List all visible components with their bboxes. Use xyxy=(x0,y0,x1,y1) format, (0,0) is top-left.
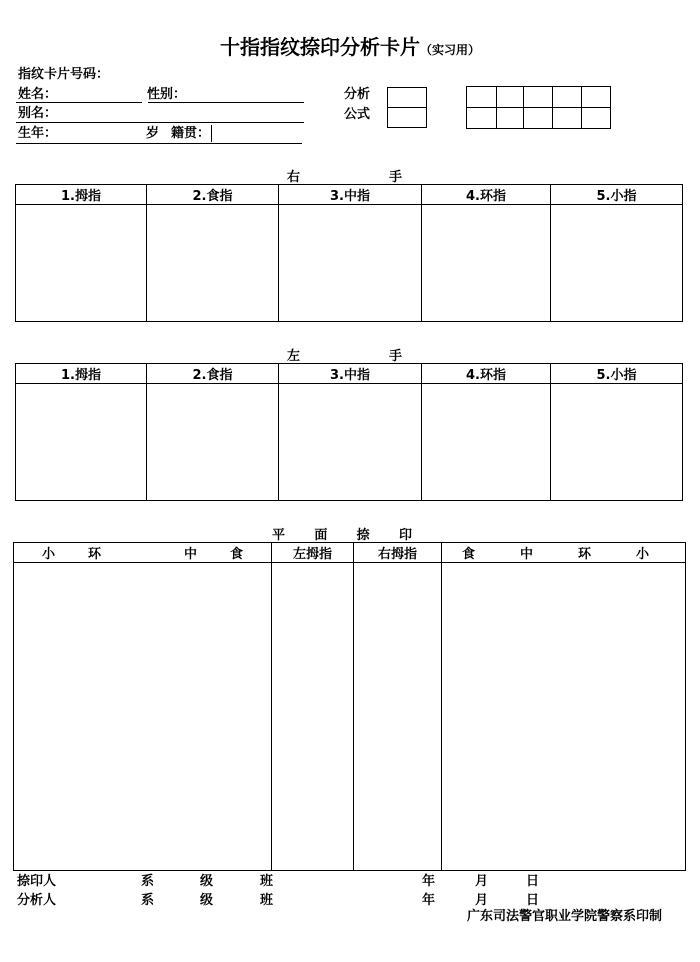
alias-underline xyxy=(16,122,304,123)
right-hand-label-1: 右 xyxy=(287,170,301,185)
left-four-fingers-header xyxy=(14,543,272,563)
day-label: 日 xyxy=(526,893,540,908)
grade-label: 级 xyxy=(200,893,214,908)
right-four-print-box[interactable] xyxy=(442,563,686,871)
analysis-label-1: 分析 xyxy=(344,87,371,102)
right-four-label: 食 xyxy=(462,547,476,562)
month-label: 月 xyxy=(475,874,489,889)
right-thumb-header: 右拇指 xyxy=(354,543,442,563)
left-finger-header: 3.中指 xyxy=(279,364,422,384)
left-four-label: 小 xyxy=(42,547,56,562)
fingerprinter-label: 捺印人 xyxy=(17,874,57,889)
right-four-label: 小 xyxy=(635,547,649,562)
right-finger-header: 1.拇指 xyxy=(16,185,147,205)
class-label: 班 xyxy=(260,874,274,889)
right-thumb-flat-print-box[interactable] xyxy=(354,563,442,871)
native-place-field[interactable]: 籍贯： xyxy=(171,126,211,141)
formula-cell[interactable] xyxy=(388,88,427,108)
formula-grid-cell[interactable] xyxy=(467,87,497,108)
left-ring-print-box[interactable] xyxy=(422,384,551,501)
right-four-fingers-header xyxy=(442,543,686,563)
printer-credit: 广东司法警官职业学院警察系印制 xyxy=(467,909,663,924)
birth-underline xyxy=(16,143,302,144)
flat-label-char: 面 xyxy=(314,528,328,543)
left-thumb-header: 左拇指 xyxy=(272,543,354,563)
left-finger-header: 1.拇指 xyxy=(16,364,147,384)
left-little-print-box[interactable] xyxy=(551,384,683,501)
year-label: 年 xyxy=(422,893,436,908)
right-middle-print-box[interactable] xyxy=(279,205,422,322)
formula-cell[interactable] xyxy=(388,108,427,128)
left-hand-label-2: 手 xyxy=(389,349,403,364)
dept-label: 系 xyxy=(141,893,155,908)
year-label: 年 xyxy=(422,874,436,889)
left-finger-header: 5.小指 xyxy=(551,364,683,384)
left-hand-label-1: 左 xyxy=(287,349,301,364)
right-finger-header: 2.食指 xyxy=(147,185,279,205)
right-index-print-box[interactable] xyxy=(147,205,279,322)
formula-grid-cell[interactable] xyxy=(497,108,524,129)
name-field[interactable]: 姓名： xyxy=(18,87,58,102)
birth-year-field[interactable]: 生年： xyxy=(18,126,58,141)
month-label: 月 xyxy=(475,893,489,908)
right-hand-label-2: 手 xyxy=(389,170,403,185)
formula-grid-cell[interactable] xyxy=(524,87,553,108)
left-finger-header: 4.环指 xyxy=(422,364,551,384)
day-label: 日 xyxy=(526,874,540,889)
left-four-label: 中 xyxy=(183,547,197,562)
analysis-label-2: 公式 xyxy=(344,107,371,122)
card-number-label: 指纹卡片号码： xyxy=(18,67,110,82)
formula-grid-cell[interactable] xyxy=(582,87,611,108)
formula-grid-cell[interactable] xyxy=(553,108,582,129)
formula-grid-cell[interactable] xyxy=(467,108,497,129)
age-label: 岁 xyxy=(146,126,160,141)
left-thumb-print-box[interactable] xyxy=(16,384,147,501)
card-title-note: （实习用） xyxy=(419,43,480,57)
right-ring-print-box[interactable] xyxy=(422,205,551,322)
left-finger-header: 2.食指 xyxy=(147,364,279,384)
gender-field[interactable]: 性别： xyxy=(147,87,187,102)
right-finger-header: 3.中指 xyxy=(279,185,422,205)
class-label: 班 xyxy=(260,893,274,908)
flat-label-char: 捺 xyxy=(356,528,370,543)
fingerprinter-row xyxy=(0,870,700,888)
formula-grid-cell[interactable] xyxy=(497,87,524,108)
grade-label: 级 xyxy=(200,874,214,889)
flat-impression-label xyxy=(272,524,412,543)
right-four-label: 环 xyxy=(577,547,591,562)
right-finger-header: 5.小指 xyxy=(551,185,683,205)
analyst-label: 分析人 xyxy=(17,893,57,908)
left-index-print-box[interactable] xyxy=(147,384,279,501)
right-finger-header: 4.环指 xyxy=(422,185,551,205)
right-thumb-print-box[interactable] xyxy=(16,205,147,322)
flat-label-char: 印 xyxy=(398,528,412,543)
analysis-formula-grid xyxy=(466,86,611,129)
flat-label-char: 平 xyxy=(272,528,286,543)
analysis-formula-box xyxy=(387,87,427,128)
card-title-text: 十指指纹捺印分析卡片 xyxy=(219,35,420,59)
left-four-print-box[interactable] xyxy=(14,563,272,871)
right-four-label: 中 xyxy=(519,547,533,562)
left-four-label: 环 xyxy=(87,547,101,562)
formula-grid-cell[interactable] xyxy=(582,108,611,129)
right-little-print-box[interactable] xyxy=(551,205,683,322)
alias-field[interactable]: 别名： xyxy=(18,106,58,121)
left-hand-table xyxy=(15,363,683,501)
dept-label: 系 xyxy=(141,874,155,889)
formula-grid-cell[interactable] xyxy=(553,87,582,108)
flat-impression-table xyxy=(13,542,686,871)
card-title xyxy=(0,34,700,63)
formula-grid-cell[interactable] xyxy=(524,108,553,129)
left-middle-print-box[interactable] xyxy=(279,384,422,501)
left-four-label: 食 xyxy=(229,547,243,562)
text-cursor xyxy=(211,125,212,142)
right-hand-table xyxy=(15,184,683,322)
left-thumb-flat-print-box[interactable] xyxy=(272,563,354,871)
analyst-row xyxy=(0,889,700,907)
